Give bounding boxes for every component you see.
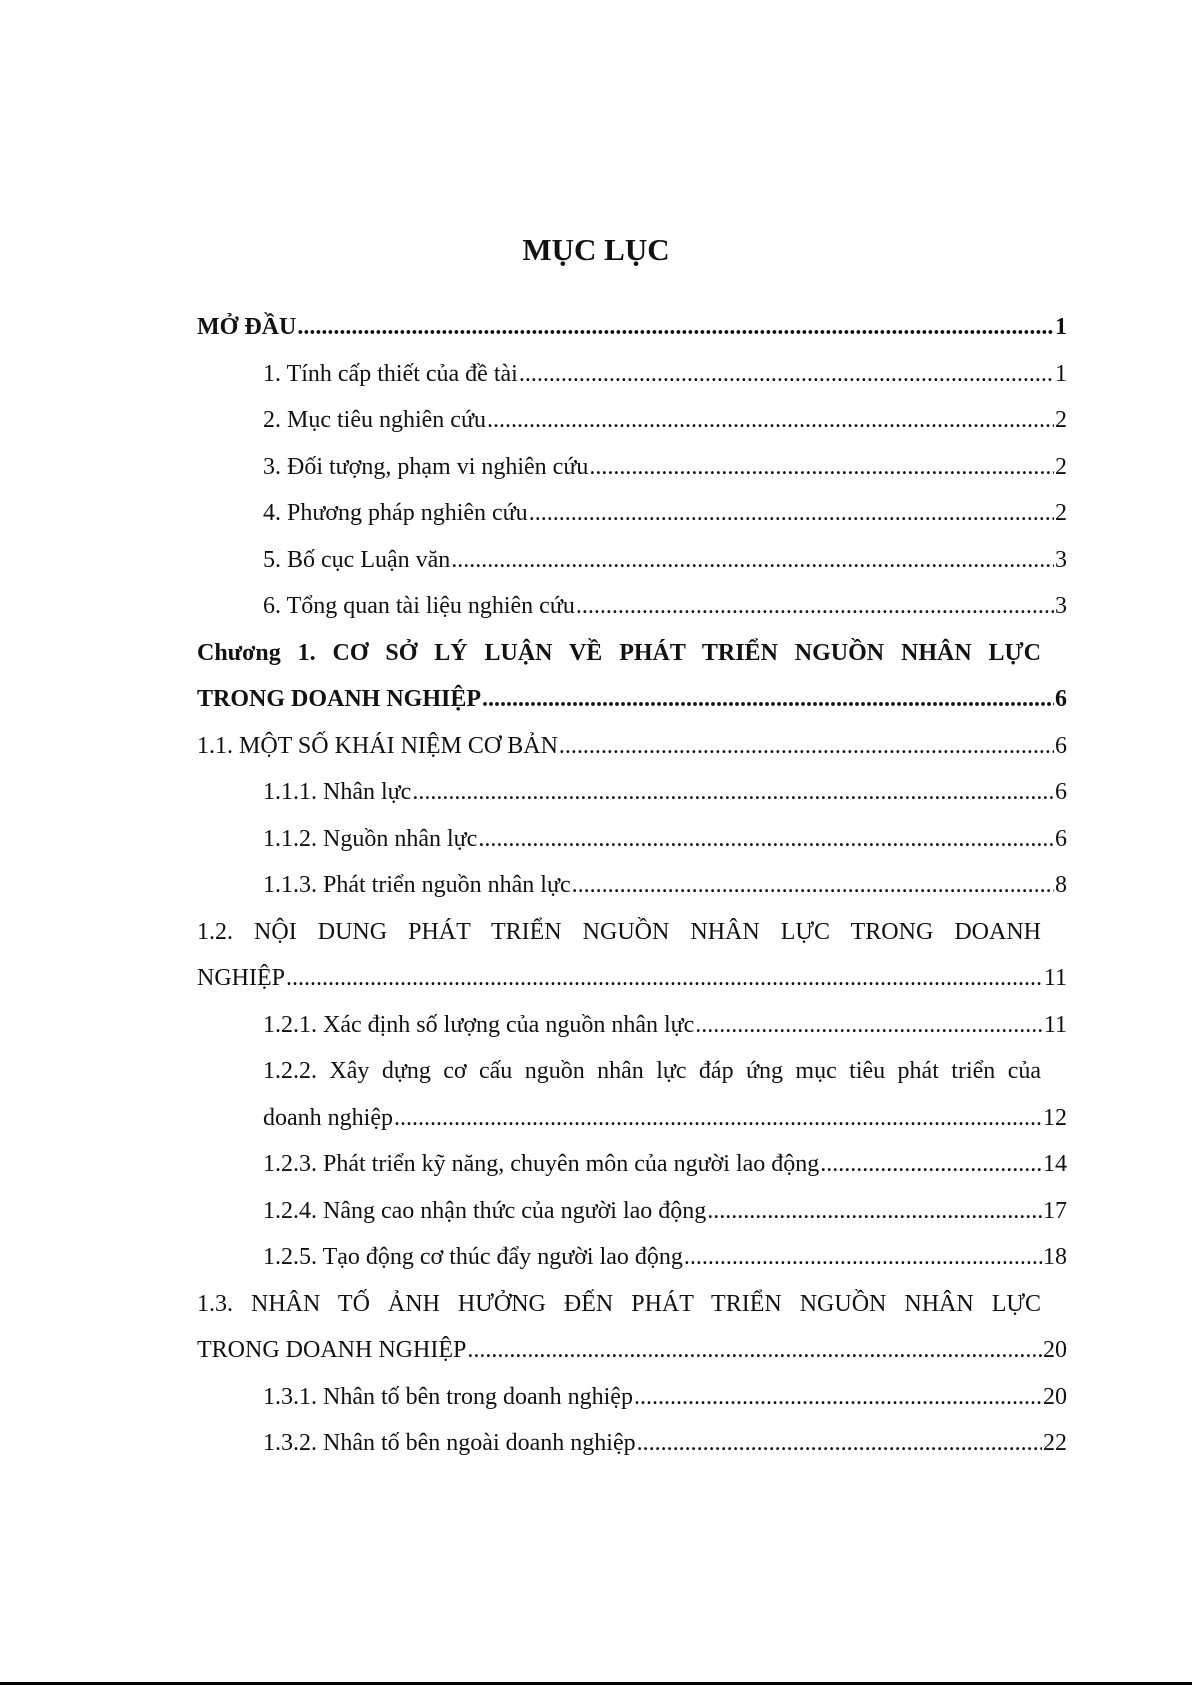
dot-leader [519,351,1054,398]
toc-entry-title: 1.2.4. Nâng cao nhận thức của người lao động [263,1197,707,1224]
toc-entry-title: TRONG DOANH NGHIỆP [197,1337,467,1363]
toc-entry-page: 6 [1055,732,1067,759]
toc-entry[interactable] [197,1188,1067,1235]
toc-entry[interactable] [197,490,1067,537]
toc-entry-page: 11 [1043,965,1067,991]
toc-entry-title: 1.3.2. Nhân tố bên ngoài doanh nghiệp [263,1430,636,1456]
toc-entry-page: 2 [1055,453,1067,480]
dot-leader [467,1327,1042,1374]
toc-entry[interactable] [197,723,1067,770]
toc-entry-page: 11 [1043,1011,1067,1038]
toc-entry[interactable] [197,1141,1067,1188]
toc-entry[interactable] [197,1095,1067,1142]
dot-leader [634,1374,1042,1421]
dot-leader [589,444,1054,491]
toc-entry[interactable] [197,769,1067,816]
dot-leader [572,862,1054,909]
toc-entry-title: 3. Đối tượng, phạm vi nghiên cứu [263,453,589,480]
toc-entry-heading-line[interactable]: 1.2.2. Xây dựng cơ cấu nguồn nhân lực đáp ứng mục tiêu phát triển của [263,1058,1041,1084]
toc-entry-heading-line[interactable]: 1.2. NỘI DUNG PHÁT TRIỂN NGUỒN NHÂN LỰC TRONG DOANH [197,918,1041,945]
toc-entry-heading-line[interactable]: Chương 1. CƠ SỞ LÝ LUẬN VỀ PHÁT TRIỂN NGUỒN NHÂN LỰC [197,639,1041,666]
dot-leader [707,1188,1042,1235]
toc-entry-page: 1 [1055,314,1067,340]
toc-entry-page: 8 [1055,872,1067,898]
toc-entry-title: 2. Mục tiêu nghiên cứu [263,407,486,433]
toc-entry-page: 6 [1055,779,1067,805]
toc-entry[interactable] [197,1420,1067,1467]
toc-entry-title: 1.1.3. Phát triển nguồn nhân lực [263,872,571,898]
toc-entry[interactable] [197,1002,1067,1049]
toc-entry[interactable] [197,816,1067,863]
toc-entry[interactable] [197,676,1067,723]
dot-leader [820,1141,1042,1188]
toc-entry-page: 12 [1043,1104,1067,1131]
toc-entry-title: TRONG DOANH NGHIỆP [197,686,482,712]
dot-leader [529,490,1054,537]
toc-entry[interactable] [197,351,1067,398]
toc-entry-title: 6. Tổng quan tài liệu nghiên cứu [263,593,575,619]
dot-leader [482,676,1054,723]
dot-leader [487,397,1054,444]
toc-entry[interactable] [197,444,1067,491]
toc-entry-page: 20 [1043,1337,1067,1363]
toc-entry-title: NGHIỆP [197,965,285,991]
toc-entry-page: 6 [1055,686,1067,712]
page-title: MỤC LỤC [522,232,670,267]
toc-entry-page: 17 [1043,1197,1067,1224]
toc-entry[interactable] [197,862,1067,909]
dot-leader [637,1420,1042,1467]
toc-entry[interactable] [197,1374,1067,1421]
dot-leader [451,537,1054,584]
toc-entry-title: doanh nghiệp [263,1104,393,1131]
toc-entry-page: 18 [1043,1244,1067,1270]
toc-entry-title: 4. Phương pháp nghiên cứu [263,500,528,526]
toc-entry-title: 1.1. MỘT SỐ KHÁI NIỆM CƠ BẢN [197,732,558,759]
dot-leader [576,583,1054,630]
toc-entry[interactable] [197,955,1067,1002]
dot-leader [684,1234,1042,1281]
dot-leader [412,769,1054,816]
toc-entry-title: 1.1.2. Nguồn nhân lực [263,825,478,852]
toc-entry-page: 14 [1043,1151,1067,1177]
toc-entry[interactable] [197,397,1067,444]
dot-leader [478,816,1054,863]
toc-entry[interactable] [197,583,1067,630]
toc-entry-heading-line[interactable]: 1.3. NHÂN TỐ ẢNH HƯỞNG ĐẾN PHÁT TRIỂN NGUỒN NHÂN LỰC [197,1290,1041,1317]
toc-entry-title: 1.2.5. Tạo động cơ thúc đẩy người lao động [263,1244,683,1270]
dot-leader [394,1095,1042,1142]
toc-entry-page: 3 [1055,593,1067,619]
dot-leader [297,304,1054,351]
toc-entry-title: 1.3.1. Nhân tố bên trong doanh nghiệp [263,1383,633,1410]
table-of-contents [197,304,1067,1467]
toc-entry-page: 20 [1043,1383,1067,1410]
toc-entry[interactable] [197,537,1067,584]
toc-entry-page: 3 [1055,546,1067,573]
toc-entry[interactable] [197,304,1067,351]
toc-entry[interactable] [197,1327,1067,1374]
toc-entry-title: 5. Bố cục Luận văn [263,546,451,573]
toc-entry-page: 1 [1055,360,1067,387]
dot-leader [695,1002,1043,1049]
toc-entry[interactable] [197,1234,1067,1281]
dot-leader [286,955,1043,1002]
toc-entry-page: 2 [1055,407,1067,433]
toc-entry-page: 6 [1055,825,1067,852]
toc-entry-title: MỞ ĐẦU [197,314,297,340]
toc-entry-title: 1.1.1. Nhân lực [263,779,412,805]
toc-entry-page: 22 [1043,1430,1067,1456]
toc-entry-title: 1.2.1. Xác định số lượng của nguồn nhân lực [263,1011,695,1038]
toc-entry-title: 1.2.3. Phát triển kỹ năng, chuyên môn của người lao động [263,1151,820,1177]
dot-leader [559,723,1054,770]
toc-entry-page: 2 [1055,500,1067,526]
toc-entry-title: 1. Tính cấp thiết của đề tài [263,360,518,387]
